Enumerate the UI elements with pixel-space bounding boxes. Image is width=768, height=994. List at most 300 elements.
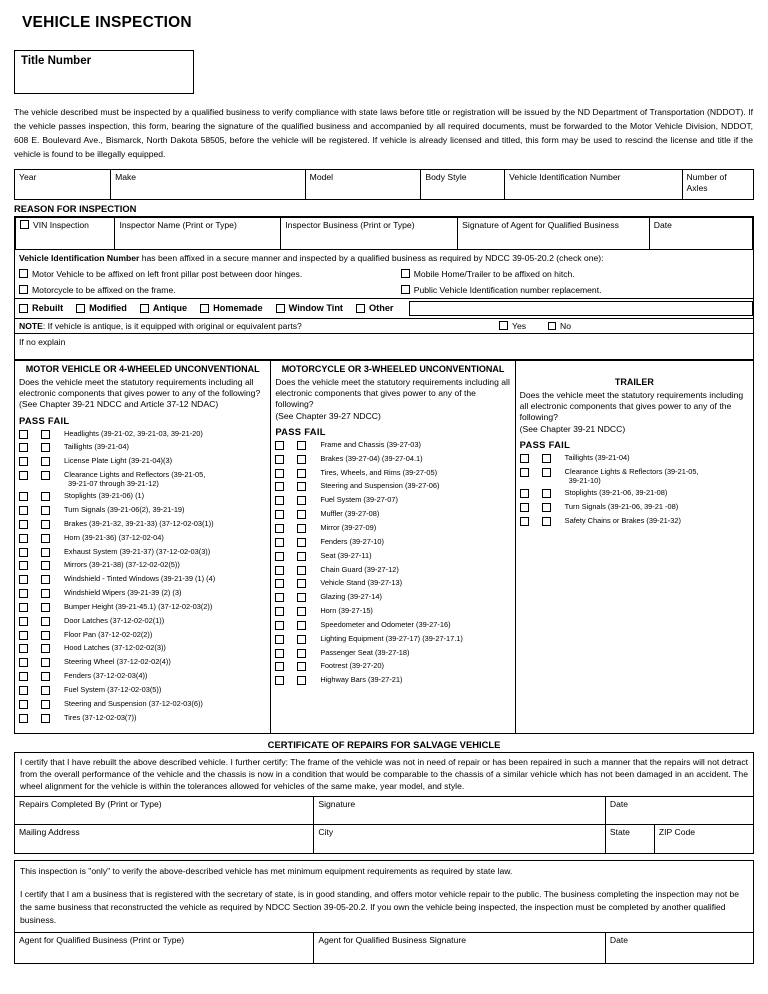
- field-mailing-address[interactable]: Mailing Address: [15, 825, 314, 854]
- pass-checkbox[interactable]: [275, 524, 284, 533]
- fail-checkbox[interactable]: [41, 506, 50, 515]
- list-item: [19, 519, 266, 530]
- type-option-antique[interactable]: [140, 303, 187, 313]
- pass-checkbox[interactable]: [520, 489, 529, 498]
- item-label: Speedometer and Odometer (39-27-16): [320, 619, 451, 629]
- fail-cell[interactable]: [297, 495, 320, 506]
- type-option-other[interactable]: [356, 303, 394, 313]
- vin-inspection-cell[interactable]: [16, 217, 115, 249]
- affix-mobile-home-checkbox[interactable]: [401, 269, 410, 278]
- field-year[interactable]: Year: [15, 169, 111, 199]
- pass-checkbox[interactable]: [19, 631, 28, 640]
- fail-checkbox[interactable]: [41, 443, 50, 452]
- reason-heading: REASON FOR INSPECTION: [14, 202, 137, 214]
- item-label: [565, 467, 749, 486]
- fail-checkbox[interactable]: [41, 520, 50, 529]
- pass-cell[interactable]: [275, 648, 297, 659]
- pass-checkbox[interactable]: [520, 517, 529, 526]
- field-inspector-name[interactable]: Inspector Name (Print or Type): [115, 217, 281, 249]
- fail-cell[interactable]: [542, 488, 565, 499]
- item-label-line2: 39-21-07 through 39-21-12): [68, 479, 159, 489]
- fail-cell[interactable]: [297, 620, 320, 631]
- pass-checkbox[interactable]: [19, 506, 28, 515]
- pass-cell[interactable]: [19, 442, 41, 453]
- item-label: Glazing (39-27-14): [320, 592, 382, 602]
- fail-cell[interactable]: [41, 491, 64, 502]
- fail-checkbox[interactable]: [297, 455, 306, 464]
- pass-checkbox[interactable]: [520, 468, 529, 477]
- pass-checkbox[interactable]: [19, 534, 28, 543]
- pass-checkbox[interactable]: [19, 561, 28, 570]
- fail-cell[interactable]: [297, 440, 320, 451]
- table-row: [606, 825, 753, 853]
- fail-cell[interactable]: [297, 537, 320, 548]
- pass-cell[interactable]: [520, 488, 542, 499]
- fail-checkbox[interactable]: [41, 471, 50, 480]
- column-motor-vehicle-reference: (See Chapter 39-21 NDCC and Article 37-12 NDAC): [19, 399, 219, 410]
- antique-yes-checkbox[interactable]: [499, 321, 508, 330]
- field-state[interactable]: State: [606, 825, 655, 853]
- item-label: Turn Signals (39-21-06, 39-21 -08): [564, 501, 679, 511]
- pass-checkbox[interactable]: [19, 644, 28, 653]
- fail-cell[interactable]: [41, 643, 64, 654]
- if-no-explain-field[interactable]: [15, 333, 753, 359]
- fail-cell[interactable]: [297, 551, 320, 562]
- pass-checkbox[interactable]: [520, 503, 529, 512]
- item-label: Safety Chains or Brakes (39-21-32): [564, 515, 681, 525]
- fail-checkbox[interactable]: [297, 593, 306, 602]
- pass-cell[interactable]: [19, 685, 41, 696]
- pass-cell[interactable]: [19, 588, 41, 599]
- pass-cell[interactable]: [520, 453, 542, 464]
- fail-cell[interactable]: [41, 671, 64, 682]
- pass-checkbox[interactable]: [19, 658, 28, 667]
- type-option-rebuilt[interactable]: [19, 303, 63, 313]
- pass-cell[interactable]: [275, 454, 297, 465]
- item-label: Tires (37-12-02-03(7)): [64, 712, 137, 722]
- fail-cell[interactable]: [41, 588, 64, 599]
- affix-option-mobile-home[interactable]: [399, 266, 753, 282]
- pass-cell[interactable]: [19, 713, 41, 724]
- pass-cell[interactable]: [520, 467, 542, 478]
- pass-cell[interactable]: [19, 560, 41, 571]
- fail-cell[interactable]: [297, 648, 320, 659]
- homemade-label: Homemade: [213, 303, 263, 314]
- fail-cell[interactable]: [41, 699, 64, 710]
- fail-checkbox[interactable]: [41, 658, 50, 667]
- field-inspector-business[interactable]: Inspector Business (Print or Type): [281, 217, 458, 249]
- fail-cell[interactable]: [41, 547, 64, 558]
- list-item: [19, 588, 266, 599]
- pass-checkbox[interactable]: [19, 520, 28, 529]
- pass-checkbox[interactable]: [275, 441, 284, 450]
- rebuilt-checkbox[interactable]: [19, 304, 28, 313]
- other-label: Other: [369, 303, 394, 314]
- fail-cell[interactable]: [297, 481, 320, 492]
- fail-cell[interactable]: [542, 467, 565, 478]
- list-item: [19, 533, 266, 544]
- column-motor-vehicle-heading: MOTOR VEHICLE OR 4-WHEELED UNCONVENTIONAL: [25, 363, 260, 374]
- vin-inspection-checkbox[interactable]: [20, 220, 29, 229]
- column-trailer: [516, 361, 753, 733]
- fail-checkbox[interactable]: [41, 548, 50, 557]
- vin-statement: [15, 250, 753, 266]
- pass-checkbox[interactable]: [19, 589, 28, 598]
- pass-checkbox[interactable]: [275, 496, 284, 505]
- fail-checkbox[interactable]: [41, 672, 50, 681]
- modified-checkbox[interactable]: [76, 304, 85, 313]
- field-model[interactable]: Model: [305, 169, 421, 199]
- affix-motor-vehicle-checkbox[interactable]: [19, 269, 28, 278]
- affix-option-motor-vehicle[interactable]: [15, 266, 399, 282]
- field-make[interactable]: Make: [111, 169, 306, 199]
- antique-note-text: [19, 321, 499, 331]
- field-agent-signature[interactable]: Agent for Qualified Business Signature: [314, 933, 606, 963]
- pass-checkbox[interactable]: [19, 672, 28, 681]
- pass-cell[interactable]: [19, 533, 41, 544]
- fail-cell[interactable]: [41, 560, 64, 571]
- fail-checkbox[interactable]: [542, 489, 551, 498]
- fail-cell[interactable]: [297, 634, 320, 645]
- fail-checkbox[interactable]: [41, 714, 50, 723]
- list-item: [275, 509, 510, 520]
- list-item: [19, 442, 266, 453]
- pass-checkbox[interactable]: [275, 579, 284, 588]
- fail-cell[interactable]: [41, 602, 64, 613]
- list-item: [19, 491, 266, 502]
- item-label: Vehicle Stand (39-27-13): [320, 578, 403, 588]
- pass-cell[interactable]: [19, 491, 41, 502]
- fail-checkbox[interactable]: [297, 469, 306, 478]
- antique-no-option[interactable]: [548, 321, 571, 331]
- pass-cell[interactable]: [275, 523, 297, 534]
- fail-checkbox[interactable]: [41, 492, 50, 501]
- pass-cell[interactable]: [275, 578, 297, 589]
- pass-checkbox[interactable]: [19, 492, 28, 501]
- window-tint-checkbox[interactable]: [276, 304, 285, 313]
- state-zip-table: [606, 825, 753, 853]
- pass-checkbox[interactable]: [275, 510, 284, 519]
- title-number-field[interactable]: [14, 50, 194, 94]
- pass-cell[interactable]: [19, 574, 41, 585]
- fail-checkbox[interactable]: [297, 579, 306, 588]
- pass-checkbox[interactable]: [19, 700, 28, 709]
- list-item: [275, 675, 510, 686]
- field-repairs-completed-by[interactable]: Repairs Completed By (Print or Type): [15, 797, 314, 825]
- pass-cell[interactable]: [275, 551, 297, 562]
- list-item: [19, 685, 266, 696]
- vin-statement-bold: Vehicle Identification Number: [19, 252, 140, 263]
- fail-checkbox[interactable]: [297, 441, 306, 450]
- pass-checkbox[interactable]: [275, 538, 284, 547]
- field-body-style[interactable]: Body Style: [421, 169, 505, 199]
- fail-cell[interactable]: [297, 523, 320, 534]
- fail-cell[interactable]: [297, 578, 320, 589]
- fail-cell[interactable]: [297, 565, 320, 576]
- fail-cell[interactable]: [297, 606, 320, 617]
- other-checkbox[interactable]: [356, 304, 365, 313]
- item-label: Brakes (39-27-04) (39-27-04.1): [320, 453, 423, 463]
- field-repairs-date[interactable]: Date: [605, 797, 753, 825]
- pass-checkbox[interactable]: [19, 686, 28, 695]
- fail-checkbox[interactable]: [41, 686, 50, 695]
- column-motorcycle-reference: (See Chapter 39-27 NDCC): [275, 410, 381, 421]
- pass-cell[interactable]: [275, 509, 297, 520]
- fail-cell[interactable]: [41, 470, 64, 481]
- pass-cell[interactable]: [520, 502, 542, 513]
- list-item: [19, 671, 266, 682]
- pass-cell[interactable]: [19, 602, 41, 613]
- pass-cell[interactable]: [275, 565, 297, 576]
- pass-checkbox[interactable]: [275, 662, 284, 671]
- antique-no-checkbox[interactable]: [548, 322, 556, 330]
- fail-cell[interactable]: [542, 516, 565, 527]
- pass-cell[interactable]: [19, 657, 41, 668]
- item-label: Windshield Wipers (39-21-39 (2) (3): [64, 588, 182, 598]
- fail-checkbox[interactable]: [41, 430, 50, 439]
- footer-paragraph-1: This inspection is "only" to verify the above-described vehicle has met minimum equipment requirements as required by state law.: [20, 866, 513, 877]
- field-axles[interactable]: Number of Axles: [682, 169, 753, 199]
- fail-cell[interactable]: [41, 574, 64, 585]
- item-label: Mirror (39-27-09): [320, 522, 377, 532]
- homemade-checkbox[interactable]: [200, 304, 209, 313]
- pass-checkbox[interactable]: [275, 649, 284, 658]
- table-row: [15, 933, 753, 963]
- pass-checkbox[interactable]: [275, 482, 284, 491]
- pass-cell[interactable]: [520, 516, 542, 527]
- affix-motorcycle-label: Motorcycle to be affixed on the frame.: [32, 284, 176, 295]
- fail-cell[interactable]: [297, 592, 320, 603]
- pass-cell[interactable]: [19, 699, 41, 710]
- pass-checkbox[interactable]: [275, 607, 284, 616]
- fail-checkbox[interactable]: [41, 575, 50, 584]
- antique-label: Antique: [152, 303, 188, 314]
- fail-cell[interactable]: [41, 685, 64, 696]
- fail-checkbox[interactable]: [297, 524, 306, 533]
- pass-cell[interactable]: [19, 429, 41, 440]
- pass-cell[interactable]: [19, 456, 41, 467]
- antique-checkbox[interactable]: [140, 304, 149, 313]
- field-agent-signature[interactable]: Signature of Agent for Qualified Business: [458, 217, 650, 249]
- pass-cell[interactable]: [275, 661, 297, 672]
- pass-checkbox[interactable]: [520, 454, 529, 463]
- field-agent-date[interactable]: Date: [605, 933, 753, 963]
- column-motorcycle: [271, 361, 515, 733]
- fail-checkbox[interactable]: [41, 534, 50, 543]
- fail-cell[interactable]: [297, 509, 320, 520]
- affix-motorcycle-checkbox[interactable]: [19, 285, 28, 294]
- if-no-explain-label: If no explain: [19, 336, 66, 347]
- pass-checkbox[interactable]: [19, 443, 28, 452]
- list-item: [19, 630, 266, 641]
- pass-checkbox[interactable]: [19, 457, 28, 466]
- pass-cell[interactable]: [19, 671, 41, 682]
- fail-checkbox[interactable]: [41, 589, 50, 598]
- type-option-window-tint[interactable]: [276, 303, 343, 313]
- fail-checkbox[interactable]: [542, 517, 551, 526]
- list-item: [520, 502, 749, 513]
- pass-cell[interactable]: [19, 470, 41, 481]
- column-motorcycle-passfail: PASS FAIL: [275, 425, 326, 437]
- list-item: [275, 523, 510, 534]
- fail-checkbox[interactable]: [297, 635, 306, 644]
- pass-cell[interactable]: [19, 616, 41, 627]
- fail-cell[interactable]: [297, 454, 320, 465]
- fail-cell[interactable]: [41, 456, 64, 467]
- item-label-line2: 39-21-10): [568, 476, 601, 486]
- item-label: Fuel System (37-12-02-03(5)): [64, 685, 162, 695]
- list-item: [520, 453, 749, 464]
- list-item: [275, 648, 510, 659]
- vin-inspection-label: VIN Inspection: [33, 219, 89, 230]
- pass-checkbox[interactable]: [19, 617, 28, 626]
- fail-checkbox[interactable]: [41, 561, 50, 570]
- list-item: [520, 488, 749, 499]
- pass-cell[interactable]: [275, 592, 297, 603]
- fail-checkbox[interactable]: [297, 510, 306, 519]
- pass-cell[interactable]: [19, 505, 41, 516]
- list-item: [275, 661, 510, 672]
- fail-checkbox[interactable]: [41, 700, 50, 709]
- item-label: Bumper Height (39-21-45.1) (37-12-02-03(2)): [64, 601, 213, 611]
- fail-cell[interactable]: [41, 616, 64, 627]
- note-rest: : If vehicle is antique, is it equipped with original or equivalent parts?: [42, 320, 302, 331]
- type-option-modified[interactable]: [76, 303, 127, 313]
- checklist-motor-vehicle: [19, 429, 266, 724]
- fail-checkbox[interactable]: [542, 503, 551, 512]
- fail-checkbox[interactable]: [297, 538, 306, 547]
- fail-cell[interactable]: [542, 502, 565, 513]
- fail-cell[interactable]: [41, 657, 64, 668]
- fail-checkbox[interactable]: [542, 454, 551, 463]
- item-label: Highway Bars (39-27-21): [320, 675, 403, 685]
- pass-cell[interactable]: [275, 495, 297, 506]
- list-item: [19, 643, 266, 654]
- page-title: VEHICLE INSPECTION: [22, 14, 192, 31]
- list-item: [275, 495, 510, 506]
- field-inspection-date[interactable]: Date: [649, 217, 752, 249]
- field-city[interactable]: City: [314, 825, 606, 854]
- fail-checkbox[interactable]: [297, 607, 306, 616]
- pass-checkbox[interactable]: [19, 603, 28, 612]
- field-vin[interactable]: Vehicle Identification Number: [505, 169, 682, 199]
- item-label: Headlights (39-21-02, 39-21-03, 39-21-20): [64, 428, 203, 438]
- pass-cell[interactable]: [275, 675, 297, 686]
- fail-checkbox[interactable]: [41, 617, 50, 626]
- list-item: [275, 578, 510, 589]
- fail-checkbox[interactable]: [41, 457, 50, 466]
- pass-cell[interactable]: [275, 468, 297, 479]
- fail-cell[interactable]: [297, 468, 320, 479]
- pass-checkbox[interactable]: [275, 593, 284, 602]
- list-item: [19, 616, 266, 627]
- pass-cell[interactable]: [19, 519, 41, 530]
- fail-checkbox[interactable]: [297, 482, 306, 491]
- affix-option-motorcycle[interactable]: [15, 282, 399, 298]
- pass-cell[interactable]: [275, 537, 297, 548]
- pass-checkbox[interactable]: [19, 471, 28, 480]
- pass-checkbox[interactable]: [275, 676, 284, 685]
- fail-checkbox[interactable]: [297, 496, 306, 505]
- pass-checkbox[interactable]: [19, 575, 28, 584]
- fail-checkbox[interactable]: [297, 649, 306, 658]
- fail-cell[interactable]: [41, 429, 64, 440]
- item-label: Horn (39-21-36) (37-12-02-04): [64, 532, 164, 542]
- list-item: [19, 560, 266, 571]
- type-option-homemade[interactable]: [200, 303, 263, 313]
- list-item: [275, 634, 510, 645]
- checklist-trailer: [520, 453, 749, 527]
- fail-cell[interactable]: [41, 630, 64, 641]
- pass-checkbox[interactable]: [275, 635, 284, 644]
- affix-options-row-2: [15, 282, 753, 298]
- pass-checkbox[interactable]: [275, 552, 284, 561]
- fail-checkbox[interactable]: [297, 662, 306, 671]
- antique-yes-option[interactable]: [499, 321, 526, 331]
- pass-checkbox[interactable]: [19, 714, 28, 723]
- fail-cell[interactable]: [41, 505, 64, 516]
- field-repairs-signature[interactable]: Signature: [314, 797, 606, 825]
- fail-cell[interactable]: [41, 519, 64, 530]
- fail-cell[interactable]: [542, 453, 565, 464]
- affix-public-vin-checkbox[interactable]: [401, 285, 410, 294]
- other-text-input[interactable]: [409, 301, 753, 316]
- list-item: [19, 429, 266, 440]
- pass-cell[interactable]: [275, 634, 297, 645]
- affix-option-public-vin[interactable]: [399, 282, 753, 298]
- column-motorcycle-question: Does the vehicle meet the statutory requirements including all electronic components that gives power to any of the following?: [275, 376, 510, 410]
- fail-checkbox[interactable]: [542, 468, 551, 477]
- pass-cell[interactable]: [275, 440, 297, 451]
- pass-cell[interactable]: [275, 620, 297, 631]
- pass-checkbox[interactable]: [19, 430, 28, 439]
- fail-checkbox[interactable]: [41, 631, 50, 640]
- fail-cell[interactable]: [297, 675, 320, 686]
- pass-checkbox[interactable]: [275, 566, 284, 575]
- column-trailer-heading: TRAILER: [614, 376, 654, 387]
- pass-checkbox[interactable]: [19, 548, 28, 557]
- field-zip[interactable]: ZIP Code: [658, 827, 696, 838]
- fail-cell[interactable]: [41, 442, 64, 453]
- affix-options-row-1: [15, 266, 753, 282]
- pass-cell[interactable]: [275, 481, 297, 492]
- fail-checkbox[interactable]: [297, 676, 306, 685]
- pass-checkbox[interactable]: [275, 469, 284, 478]
- fail-cell[interactable]: [297, 661, 320, 672]
- column-trailer-reference: (See Chapter 39-21 NDCC): [519, 423, 626, 434]
- pass-cell[interactable]: [19, 547, 41, 558]
- certificate-paragraph: I certify that I have rebuilt the above described vehicle. I further certify: The frame of the vehicle was not in need of repair or has been repaired in such a manner that the repairs will not detract from the overall performance of the vehicle and the chassis is now in a condition that would be comparable to the chassis of a similar vehicle which has not been damaged in an accident. The wheel alignment for the vehicle is within the tolerances allowed for vehicles of the same make, year model, and style.: [15, 753, 753, 797]
- field-agent-print[interactable]: Agent for Qualified Business (Print or Type): [15, 933, 314, 963]
- fail-checkbox[interactable]: [297, 566, 306, 575]
- pass-cell[interactable]: [19, 630, 41, 641]
- item-label: Steering and Suspension (37-12-02-03(6)): [64, 698, 203, 708]
- fail-cell[interactable]: [41, 533, 64, 544]
- fail-checkbox[interactable]: [297, 621, 306, 630]
- list-item: [520, 467, 749, 486]
- pass-cell[interactable]: [19, 643, 41, 654]
- fail-checkbox[interactable]: [41, 603, 50, 612]
- fail-checkbox[interactable]: [41, 644, 50, 653]
- pass-checkbox[interactable]: [275, 455, 284, 464]
- pass-checkbox[interactable]: [275, 621, 284, 630]
- fail-checkbox[interactable]: [297, 552, 306, 561]
- agent-table: [15, 933, 753, 963]
- item-label: Taillights (39-21-04): [64, 442, 129, 452]
- item-label: Fuel System (39-27-07): [320, 495, 398, 505]
- pass-cell[interactable]: [275, 606, 297, 617]
- fail-cell[interactable]: [41, 713, 64, 724]
